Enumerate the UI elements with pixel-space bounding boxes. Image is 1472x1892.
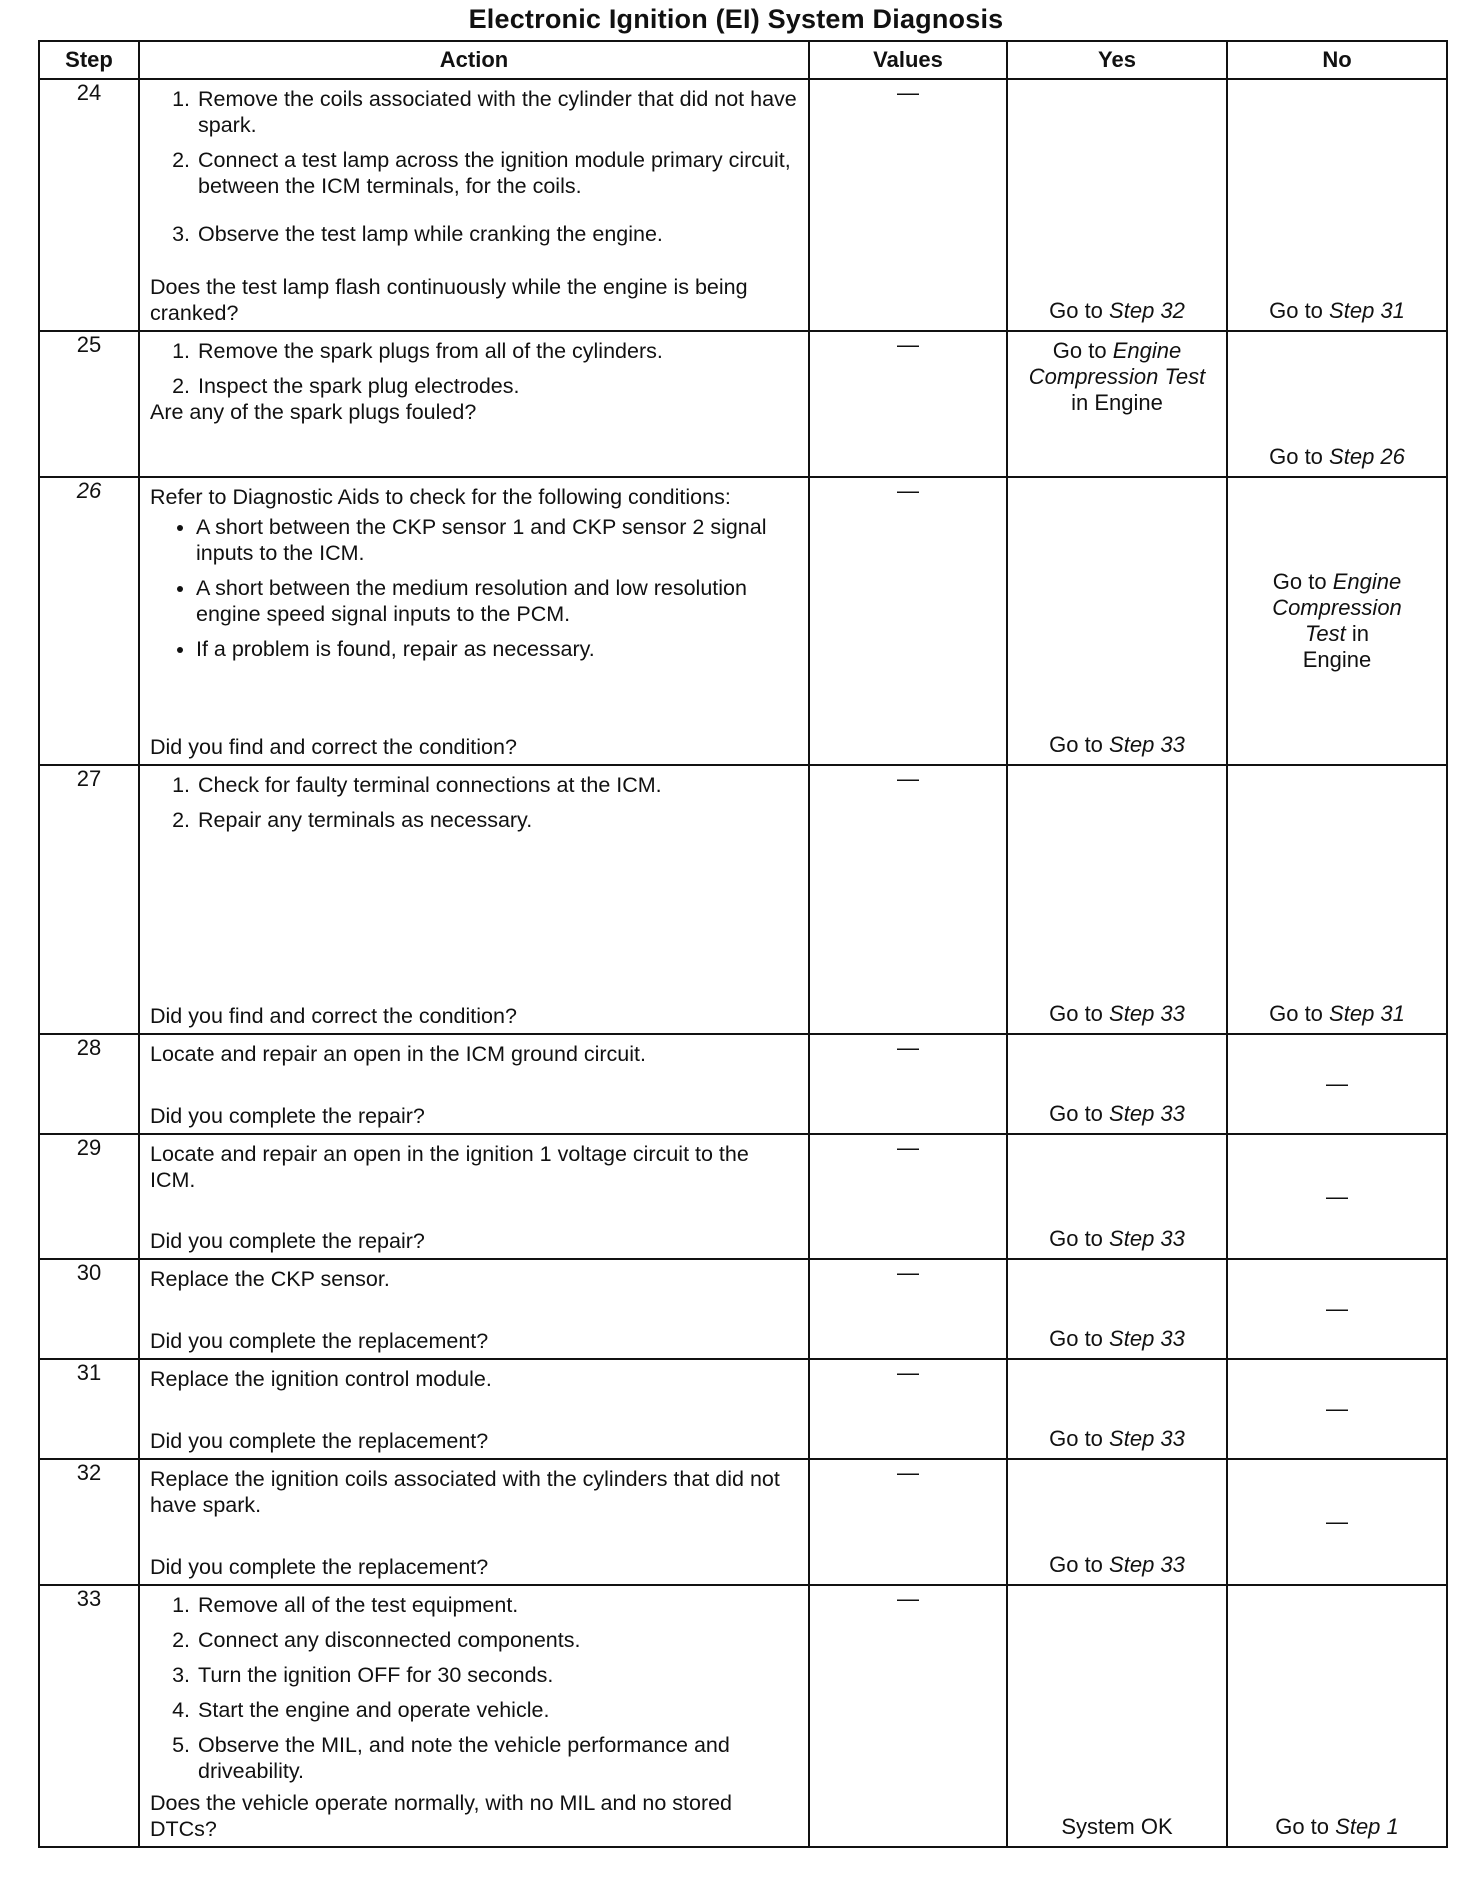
yes-step-ref: Step 33 [1109, 732, 1185, 757]
yes-cell [1007, 1134, 1227, 1259]
action-question: Did you complete the replacement? [150, 1555, 489, 1579]
action-question: Did you complete the repair? [150, 1229, 425, 1253]
values-cell [809, 477, 1007, 765]
action-cell [139, 331, 809, 477]
yes-goto: Go to Step 33 [1049, 1226, 1185, 1251]
no-cell [1227, 79, 1447, 331]
header-yes: Yes [1007, 41, 1227, 79]
action-question: Does the test lamp flash continuously while the engine is being cranked? [150, 275, 748, 325]
yes-step-ref: Step 33 [1109, 1426, 1185, 1451]
yes-cell [1007, 1034, 1227, 1134]
action-cell [139, 1259, 809, 1359]
yes-cell [1007, 1585, 1227, 1847]
action-bullet: • A short between the medium resolution and low resolution engine speed signal inputs to the PCM. [196, 575, 800, 627]
action-steps [150, 86, 800, 247]
value-dash: — [897, 1035, 919, 1060]
no-goto: Go to Step 31 [1269, 298, 1405, 323]
no-cell [1227, 1034, 1447, 1134]
yes-goto: Go to Step 33 [1049, 1101, 1185, 1126]
yes-goto: Go to Step 33 [1049, 1001, 1185, 1026]
yes-cell [1007, 1259, 1227, 1359]
yes-cell [1007, 79, 1227, 331]
no-goto: Go to Step 1 [1275, 1814, 1399, 1839]
yes-step-ref: Step 32 [1109, 298, 1185, 323]
no-goto: Go to Engine Compression Test in Engine [1272, 569, 1402, 672]
no-cell [1227, 765, 1447, 1034]
yes-step-ref: Step 33 [1109, 1326, 1185, 1351]
values-cell [809, 1034, 1007, 1134]
table-row-step-29 [39, 1134, 1447, 1259]
yes-cell [1007, 1459, 1227, 1585]
no-dash: — [1326, 1183, 1348, 1209]
no-step-ref: Step 1 [1335, 1814, 1399, 1839]
header-step: Step [39, 41, 139, 79]
yes-ref-test: Engine Compression Test [1028, 338, 1206, 389]
yes-cell [1007, 765, 1227, 1034]
action-cell [139, 1034, 809, 1134]
yes-step-ref: Step 33 [1109, 1226, 1185, 1251]
table-row-step-27 [39, 765, 1447, 1034]
no-cell [1227, 1359, 1447, 1459]
header-action: Action [139, 41, 809, 79]
action-text: Replace the CKP sensor. [150, 1267, 390, 1291]
value-dash: — [897, 1460, 919, 1485]
step-number: 27 [39, 765, 139, 1034]
table-row-step-31 [39, 1359, 1447, 1459]
values-cell [809, 1459, 1007, 1585]
values-cell [809, 1134, 1007, 1259]
action-question: Did you complete the repair? [150, 1104, 425, 1128]
step-number: 24 [39, 79, 139, 331]
step-number: 30 [39, 1259, 139, 1359]
action-step: 4. Start the engine and operate vehicle. [196, 1697, 800, 1723]
step-number: 33 [39, 1585, 139, 1847]
action-text: Locate and repair an open in the ICM ground circuit. [150, 1042, 646, 1066]
header-values: Values [809, 41, 1007, 79]
action-text: Replace the ignition coils associated with the cylinders that did not have spark. [150, 1467, 780, 1517]
action-steps [150, 772, 800, 833]
table-row-step-30 [39, 1259, 1447, 1359]
header-no: No [1227, 41, 1447, 79]
no-cell [1227, 331, 1447, 477]
action-step: 5. Observe the MIL, and note the vehicle performance and driveability. [196, 1732, 800, 1784]
table-row-step-25 [39, 331, 1447, 477]
no-step-ref: Step 31 [1329, 298, 1405, 323]
yes-step-ref: Step 33 [1109, 1552, 1185, 1577]
action-step: 2. Repair any terminals as necessary. [196, 807, 800, 833]
values-cell [809, 1259, 1007, 1359]
action-question: Did you complete the replacement? [150, 1429, 489, 1453]
yes-goto: Go to Step 33 [1049, 732, 1185, 757]
step-number: 31 [39, 1359, 139, 1459]
action-step: 3. Observe the test lamp while cranking the engine. [196, 221, 800, 247]
yes-goto: Go to Engine Compression Test in Engine [1028, 338, 1206, 415]
action-question: Did you find and correct the condition? [150, 1004, 517, 1028]
values-cell [809, 331, 1007, 477]
action-step: 2. Connect a test lamp across the ignition module primary circuit, between the ICM terminals, for the coils. [196, 147, 800, 199]
action-cell [139, 1459, 809, 1585]
action-bullet: • A short between the CKP sensor 1 and CKP sensor 2 signal inputs to the ICM. [196, 514, 800, 566]
table-row-step-28 [39, 1034, 1447, 1134]
step-number: 26 [39, 477, 139, 765]
yes-result: System OK [1061, 1814, 1173, 1839]
no-dash: — [1326, 1071, 1348, 1096]
action-question: Did you find and correct the condition? [150, 735, 517, 759]
value-dash: — [897, 1586, 919, 1611]
value-dash: — [897, 80, 919, 105]
table-header-row [39, 41, 1447, 79]
table-row-step-33 [39, 1585, 1447, 1847]
action-question: Are any of the spark plugs fouled? [150, 400, 477, 424]
value-dash: — [897, 478, 919, 503]
values-cell [809, 1585, 1007, 1847]
action-cell [139, 1359, 809, 1459]
no-goto: Go to Step 26 [1269, 444, 1405, 469]
action-cell [139, 1134, 809, 1259]
action-text: Locate and repair an open in the ignition 1 voltage circuit to the ICM. [150, 1142, 749, 1192]
yes-step-ref: Step 33 [1109, 1101, 1185, 1126]
no-dash: — [1326, 1396, 1348, 1421]
yes-step-ref: Step 33 [1109, 1001, 1185, 1026]
page-title: Electronic Ignition (EI) System Diagnosis [468, 4, 1004, 34]
no-cell [1227, 1459, 1447, 1585]
value-dash: — [897, 766, 919, 791]
diagnosis-table [38, 40, 1448, 1848]
action-question: Did you complete the replacement? [150, 1329, 489, 1353]
action-cell [139, 765, 809, 1034]
action-step: 1. Remove all of the test equipment. [196, 1592, 800, 1618]
yes-goto: Go to Step 33 [1049, 1426, 1185, 1451]
values-cell [809, 79, 1007, 331]
action-steps [150, 338, 800, 399]
step-number: 28 [39, 1034, 139, 1134]
action-text: Replace the ignition control module. [150, 1367, 492, 1391]
yes-cell [1007, 1359, 1227, 1459]
no-cell [1227, 1585, 1447, 1847]
step-number: 29 [39, 1134, 139, 1259]
action-cell [139, 79, 809, 331]
action-intro: Refer to Diagnostic Aids to check for the following conditions: [150, 485, 731, 509]
action-step: 2. Connect any disconnected components. [196, 1627, 800, 1653]
action-bullets [150, 514, 800, 662]
action-cell [139, 477, 809, 765]
action-step: 2. Inspect the spark plug electrodes. [196, 373, 800, 399]
step-number: 32 [39, 1459, 139, 1585]
no-goto: Go to Step 31 [1269, 1001, 1405, 1026]
no-step-ref: Step 31 [1329, 1001, 1405, 1026]
table-row-step-32 [39, 1459, 1447, 1585]
no-cell [1227, 1134, 1447, 1259]
action-question: Does the vehicle operate normally, with no MIL and no stored DTCs? [150, 1791, 733, 1841]
action-step: 3. Turn the ignition OFF for 30 seconds. [196, 1662, 800, 1688]
yes-cell [1007, 477, 1227, 765]
yes-goto: Go to Step 33 [1049, 1552, 1185, 1577]
action-step: 1. Remove the spark plugs from all of the cylinders. [196, 338, 800, 364]
value-dash: — [897, 1260, 919, 1285]
no-cell [1227, 1259, 1447, 1359]
yes-cell [1007, 331, 1227, 477]
no-dash: — [1326, 1296, 1348, 1321]
action-steps [150, 1592, 800, 1784]
table-row-step-26 [39, 477, 1447, 765]
value-dash: — [897, 332, 919, 357]
value-dash: — [897, 1360, 919, 1385]
values-cell [809, 765, 1007, 1034]
yes-goto: Go to Step 32 [1049, 298, 1185, 323]
action-bullet: • If a problem is found, repair as necessary. [196, 636, 800, 662]
no-dash: — [1326, 1509, 1348, 1534]
value-dash: — [897, 1135, 919, 1160]
no-step-ref: Step 26 [1329, 444, 1405, 469]
table-row-step-24 [39, 79, 1447, 331]
action-cell [139, 1585, 809, 1847]
step-number: 25 [39, 331, 139, 477]
action-step: 1. Remove the coils associated with the cylinder that did not have spark. [196, 86, 800, 138]
yes-goto: Go to Step 33 [1049, 1326, 1185, 1351]
action-step: 1. Check for faulty terminal connections at the ICM. [196, 772, 800, 798]
no-cell [1227, 477, 1447, 765]
values-cell [809, 1359, 1007, 1459]
